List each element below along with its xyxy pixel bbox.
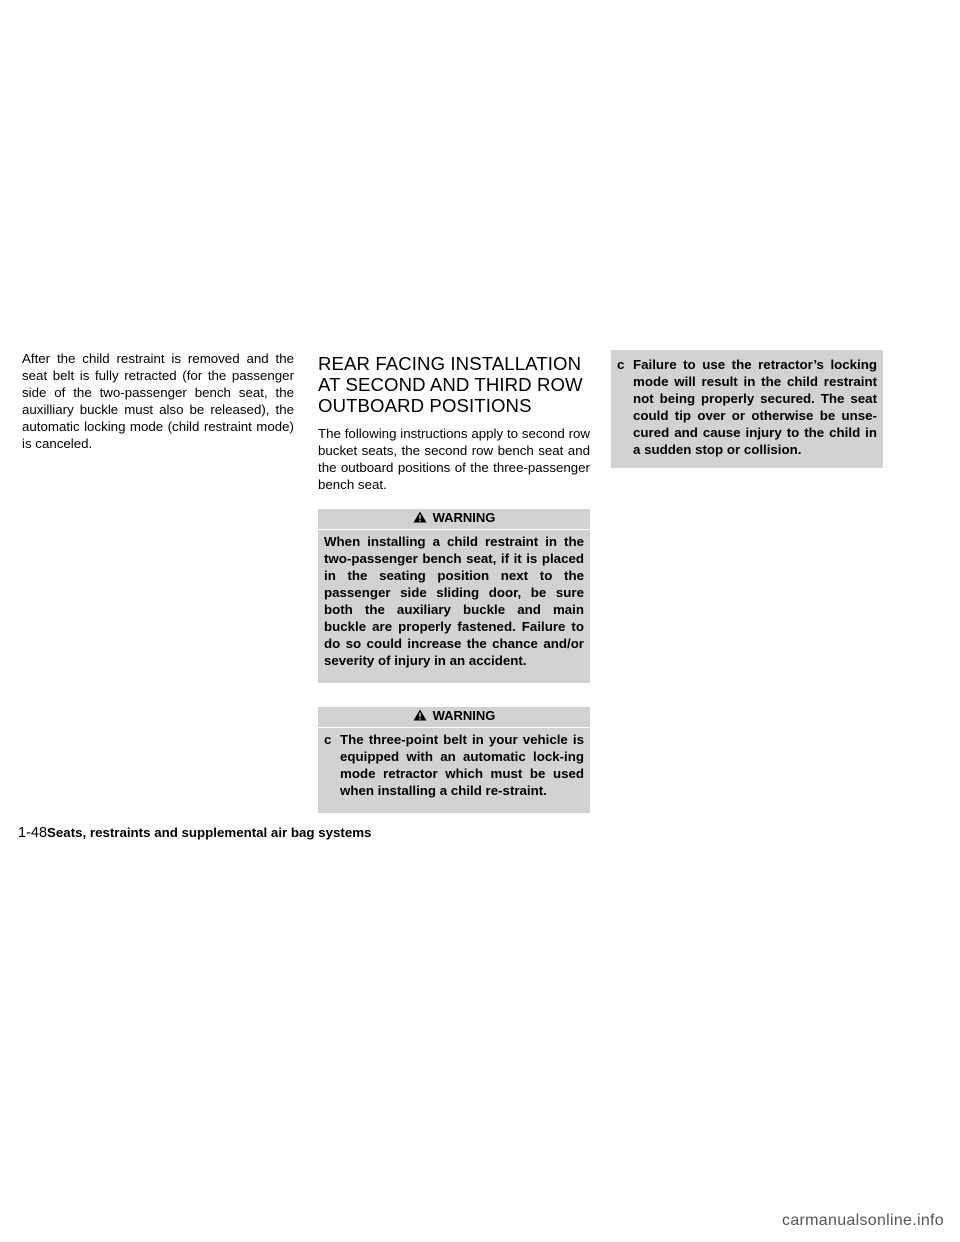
warning-divider-1 bbox=[318, 529, 590, 530]
warning-bullet-item bbox=[324, 731, 584, 799]
middle-column bbox=[318, 350, 590, 813]
section-heading: REAR FACING INSTALLATION AT SECOND AND THIRD ROW OUTBOARD POSITIONS bbox=[318, 353, 583, 416]
intro-paragraph: The following instructions apply to second row bucket seats, the second row bench seat and the outboard positions of the three-passenger bench seat. bbox=[318, 426, 590, 492]
warning-title-text-1: WARNING bbox=[432, 510, 496, 525]
warning-continuation-text: Failure to use the retractor’s locking mode will result in the child restraint not being properly secured. The seat could tip over or otherwise be unse-cured and cause injury to the child in a sudden stop or collision. bbox=[633, 357, 877, 457]
chapter-title: Seats, restraints and supplemental air bag systems bbox=[47, 825, 372, 840]
warning-continuation-box bbox=[611, 350, 883, 468]
warning-text-2: The three-point belt in your vehicle is equipped with an automatic lock-ing mode retractor which must be used when installing a child re-straint. bbox=[340, 732, 584, 798]
warning-box-2 bbox=[318, 707, 590, 813]
warning-bullet-item bbox=[617, 356, 877, 458]
warning-triangle-icon bbox=[413, 511, 427, 523]
bullet-marker: c bbox=[617, 357, 625, 372]
left-column bbox=[22, 350, 294, 452]
warning-title-1 bbox=[324, 509, 584, 527]
warning-triangle-icon bbox=[413, 709, 427, 721]
warning-text-1: When installing a child restraint in the two-passenger bench seat, if it is placed in the seating position next to the passenger side sliding door, be sure both the auxiliary buckle and main buckle are properly fastened. Failure to do so could increase the chance and/or severity of injury in an accident. bbox=[324, 534, 584, 668]
bullet-marker: c bbox=[324, 732, 332, 747]
warning-title-text-2: WARNING bbox=[432, 708, 496, 723]
page-number: 1-48 bbox=[18, 825, 48, 841]
warning-title-2 bbox=[324, 707, 584, 725]
right-column bbox=[611, 350, 883, 468]
watermark: carmanualsonline.info bbox=[782, 1212, 944, 1229]
warning-divider-2 bbox=[318, 727, 590, 728]
warning-box-1 bbox=[318, 509, 590, 683]
child-restraint-removal-paragraph: After the child restraint is removed and the seat belt is fully retracted (for the passenger side of the two-passenger bench seat, the auxilliary buckle must also be released), the automatic locking mode (child restraint mode) is canceled. bbox=[22, 351, 294, 451]
page-footer bbox=[18, 825, 371, 841]
